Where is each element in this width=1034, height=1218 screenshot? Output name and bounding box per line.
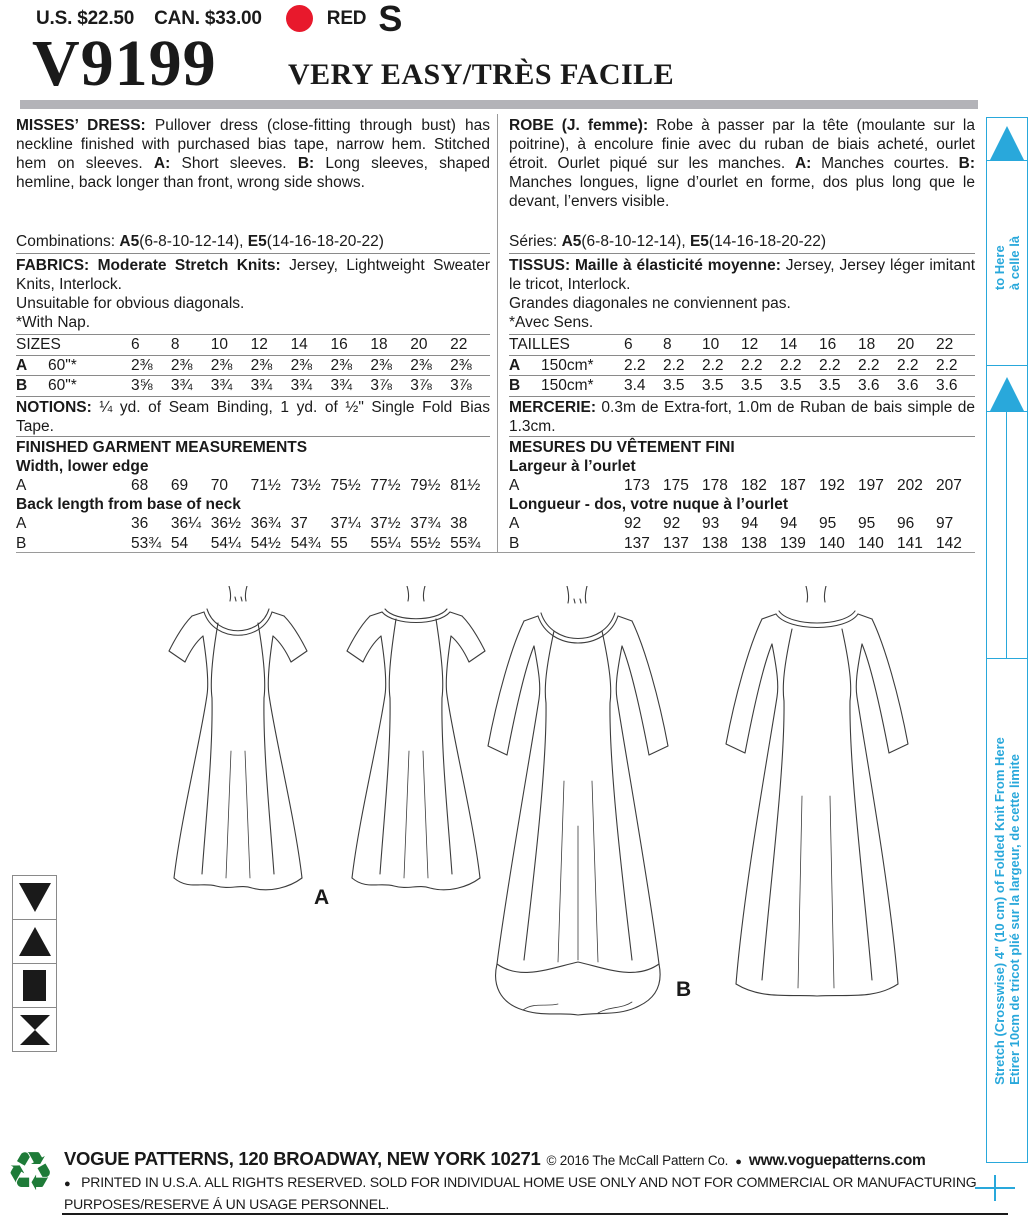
row-values (624, 514, 975, 534)
table-row (509, 376, 975, 397)
fabrics-note2: *With Nap. (16, 314, 91, 331)
table-cell: 2⅜ (250, 356, 273, 374)
table-cell: 53¾ (131, 534, 162, 552)
table-cell: 6 (624, 336, 633, 353)
difficulty-tagline: VERY EASY/TRÈS FACILE (288, 58, 675, 91)
table-cell: 3⅞ (410, 377, 432, 394)
crosshair-mark (994, 1175, 996, 1201)
table-cell: 3⅞ (370, 377, 392, 394)
table-cell: 187 (780, 476, 806, 494)
table-cell: 36½ (210, 515, 241, 532)
combo-a-sizes: (6-8-10-12-14), (139, 233, 248, 250)
table-cell: 3.5 (819, 377, 841, 394)
stretch-gauge-arrow-box-mid (986, 365, 1028, 412)
tailles-label: TAILLES (509, 336, 570, 353)
table-cell: 3.5 (663, 377, 685, 394)
table-cell: 140 (819, 534, 845, 552)
dress-a-front-drawing (152, 586, 324, 916)
pattern-number: V9199 (32, 27, 217, 100)
table-cell: 92 (663, 515, 681, 532)
table-cell: 3.6 (936, 377, 958, 394)
table-cell: 137 (663, 534, 689, 552)
english-notions (16, 397, 490, 436)
table-cell: 3¾ (250, 377, 273, 394)
english-description (16, 116, 490, 232)
english-finished-title: FINISHED GARMENT MEASUREMENTS (16, 436, 490, 457)
table-row (509, 356, 975, 377)
table-cell: 36 (131, 515, 149, 532)
table-cell: 3¾ (330, 377, 353, 394)
sizes-label: SIZES (16, 336, 61, 353)
table-cell: 94 (741, 515, 759, 532)
table-cell: 16 (330, 336, 348, 353)
red-dot-icon (286, 5, 313, 32)
measurement-row (509, 476, 975, 496)
table-cell: 138 (702, 534, 728, 552)
view-a-label: A: (794, 155, 812, 172)
series-label: Séries: (509, 233, 562, 250)
view-b-caption: B (676, 978, 692, 1001)
view-b-text: Manches longues, ligne d’ourlet en forme, dos plus long que le devant, l’envers visible. (509, 174, 975, 210)
fabrics-lead: FABRICS: Moderate Stretch Knits: (16, 257, 281, 274)
table-cell: 2.2 (741, 356, 763, 374)
french-fabrics (509, 254, 975, 334)
row-values (624, 476, 975, 496)
measurement-row (509, 514, 975, 534)
table-cell: 93 (702, 515, 720, 532)
table-cell: 2⅜ (410, 356, 432, 374)
stretch-gauge-lines (986, 412, 1028, 658)
table-cell: 2⅜ (450, 356, 472, 374)
view-a-label: A: (153, 155, 171, 172)
table-cell: 69 (170, 476, 189, 494)
notions-body: ¼ yd. of Seam Binding, 1 yd. of ½" Single Fold Bias Tape. (16, 398, 491, 435)
row-width: 150cm* (541, 377, 594, 394)
price-us: U.S. $22.50 (36, 7, 135, 29)
row-spacer (48, 514, 131, 534)
combo-a: A5 (561, 233, 582, 250)
width-lower-edge-label: Width, lower edge (16, 457, 149, 475)
mercerie-body: 0.3m de Extra-fort, 1.0m de Ruban de bais simple de 1.3cm. (509, 398, 975, 435)
fabrics-note2: *Avec Sens. (509, 314, 594, 331)
row-spacer (541, 534, 624, 554)
table-cell: 6 (131, 336, 140, 353)
table-cell: 142 (936, 534, 962, 552)
table-cell: 16 (819, 336, 837, 353)
table-cell: 70 (210, 476, 229, 494)
fabrics-note1: Unsuitable for obvious diagonals. (16, 295, 245, 312)
table-cell: 2.2 (663, 356, 685, 374)
row-view: B (16, 377, 28, 394)
stretch-gauge-arrow-box-top (986, 117, 1028, 161)
combo-e: E5 (247, 233, 267, 250)
row-values (624, 356, 975, 376)
table-cell: 2.2 (819, 356, 841, 374)
up-triangle-icon (12, 919, 57, 964)
combo-a-sizes: (6-8-10-12-14), (581, 233, 690, 250)
table-cell: 55½ (410, 534, 441, 552)
table-cell: 81½ (450, 476, 481, 494)
english-column (16, 116, 490, 553)
table-cell: 96 (897, 515, 915, 532)
measurement-row (16, 514, 490, 534)
row-view: B (16, 534, 27, 552)
table-cell: 71½ (250, 476, 281, 494)
up-arrow-icon (990, 126, 1024, 160)
table-cell: 192 (819, 476, 845, 494)
english-fabrics (16, 254, 490, 334)
table-cell: 207 (936, 476, 962, 494)
website-url: www.voguepatterns.com (748, 1152, 926, 1169)
table-cell: 141 (897, 534, 923, 552)
table-cell: 54¾ (290, 534, 321, 552)
table-cell: 54¼ (210, 534, 241, 552)
view-b-label: B: (958, 155, 976, 172)
view-a-caption: A (314, 886, 330, 909)
row-view: B (509, 534, 520, 552)
recycle-icon: ♻ (6, 1140, 55, 1203)
table-cell: 38 (450, 515, 468, 532)
measurement-row (509, 534, 975, 554)
table-cell: 138 (741, 534, 767, 552)
table-cell: 3.6 (858, 377, 880, 394)
english-yardage-table (16, 334, 490, 397)
table-cell: 202 (897, 476, 923, 494)
footer-bottom-rule (62, 1213, 1008, 1215)
french-desc-lead: ROBE (J. femme): (509, 117, 649, 134)
row-values (131, 476, 490, 496)
table-cell: 12 (741, 336, 759, 353)
down-triangle-icon (12, 875, 57, 920)
mercerie-lead: MERCERIE: (509, 398, 596, 416)
table-cell: 20 (410, 336, 428, 353)
back-length-label: Back length from base of neck (16, 496, 241, 513)
size-headers (624, 335, 975, 355)
table-cell: 54 (170, 534, 189, 552)
table-cell: 68 (131, 476, 149, 494)
row-values (131, 376, 490, 396)
notions-lead: NOTIONS: (16, 398, 92, 416)
combo-e-sizes: (14-16-18-20-22) (266, 233, 384, 250)
table-cell: 10 (702, 336, 720, 353)
table-cell: 95 (858, 515, 876, 532)
table-cell: 94 (780, 515, 798, 532)
table-cell: 2.2 (897, 356, 919, 374)
table-cell: 10 (210, 336, 229, 353)
table-cell: 3.4 (624, 377, 646, 394)
table-cell: 139 (780, 534, 806, 552)
table-cell: 73½ (290, 476, 321, 494)
rectangle-icon (12, 963, 57, 1008)
view-b-label: B: (297, 155, 315, 172)
table-cell: 140 (858, 534, 884, 552)
footer-purposes-line: PURPOSES/RESERVE Á UN USAGE PERSONNEL. (64, 1196, 390, 1212)
row-values (131, 356, 490, 376)
bullet-icon: ● (64, 1178, 71, 1190)
table-cell: 97 (936, 515, 954, 532)
table-cell: 2⅜ (330, 356, 353, 374)
table-cell: 3¾ (170, 377, 193, 394)
table-cell: 18 (370, 336, 388, 353)
row-width: 150cm* (541, 356, 594, 374)
longueur-label: Longueur - dos, votre nuque à l’ourlet (509, 496, 789, 513)
measurement-row (16, 476, 490, 496)
table-cell: 2⅜ (131, 356, 153, 374)
row-spacer (48, 476, 131, 496)
row-values (624, 534, 975, 554)
table-cell: 55 (330, 534, 348, 552)
dress-b-front-drawing (466, 586, 690, 1056)
view-a-text: Short sleeves. (181, 155, 287, 172)
table-cell: 137 (624, 534, 650, 552)
table-cell: 12 (250, 336, 268, 353)
table-cell: 2⅜ (170, 356, 193, 374)
combo-a: A5 (119, 233, 140, 250)
row-view: A (509, 476, 520, 494)
table-cell: 3.5 (780, 377, 802, 394)
publisher-address: VOGUE PATTERNS, 120 BROADWAY, NEW YORK 10271 (64, 1148, 541, 1169)
row-view: A (16, 356, 28, 374)
table-cell: 3⅝ (131, 377, 153, 394)
table-cell: 173 (624, 476, 650, 494)
row-view: A (509, 356, 521, 374)
row-view: A (16, 476, 27, 494)
price-can: CAN. $33.00 (154, 7, 262, 29)
french-desc-body: Robe à passer par la tête (moulante sur la poitrine), à encolure finie avec du ruban de biais acheté, ourlet étroit. Ourlet piqué sur les manches. (509, 117, 975, 172)
table-cell: 77½ (370, 476, 401, 494)
table-cell: 3.5 (741, 377, 763, 394)
gauge-label-en: to Here (992, 245, 1007, 291)
table-cell: 3⅞ (450, 377, 472, 394)
red-label: RED (326, 7, 367, 29)
largeur-label: Largeur à l’ourlet (509, 457, 636, 475)
french-description (509, 116, 975, 232)
row-view: B (509, 377, 521, 394)
table-cell: 36¼ (170, 515, 202, 532)
fabrics-note1: Grandes diagonales ne conviennent pas. (509, 295, 791, 312)
view-b-text: Long sleeves, shaped hemline, back longer than front, wrong side shows. (16, 155, 491, 191)
header-divider-bar (20, 100, 978, 109)
table-cell: 197 (858, 476, 884, 494)
table-cell: 37½ (370, 515, 401, 532)
fabrics-body: Jersey, Lightweight Sweater Knits, Interlock. (16, 257, 490, 293)
row-spacer (48, 534, 131, 554)
row-view: A (509, 515, 520, 532)
up-arrow-icon (990, 377, 1024, 411)
copyright-notice: © 2016 The McCall Pattern Co. (546, 1153, 729, 1168)
fabrics-body: Jersey, Jersey léger imitant le tricot, Interlock. (509, 257, 976, 293)
table-cell: 37¼ (330, 515, 361, 532)
size-headers (131, 335, 490, 355)
fabrics-lead: TISSUS: Maille à élasticité moyenne: (509, 257, 781, 274)
combo-e-sizes: (14-16-18-20-22) (708, 233, 827, 250)
gauge-label-fr: à celle là (1007, 235, 1022, 291)
table-cell: 14 (780, 336, 798, 353)
column-divider (497, 114, 498, 552)
table-cell: 2.2 (858, 356, 880, 374)
table-cell: 2⅜ (370, 356, 392, 374)
table-cell: 54½ (250, 534, 281, 552)
table-cell: 55¼ (370, 534, 401, 552)
table-cell: 22 (936, 336, 954, 353)
table-cell: 3¾ (290, 377, 313, 394)
french-column (509, 116, 975, 553)
table-cell: 55¾ (450, 534, 481, 552)
english-desc-body: Pullover dress (close-fitting through bust) has neckline finished with purchased bias tape, narrow hem. Stitched hem on sleeves. (16, 117, 490, 172)
table-cell: 8 (170, 336, 180, 353)
view-a-text: Manches courtes. (821, 155, 949, 172)
row-values (131, 514, 490, 534)
stretch-instruction-fr: Etirer 10cm de tricot plié sur la largeur, de cette limite (1007, 753, 1022, 1085)
stretch-gauge-bottom-label (986, 658, 1028, 1163)
table-cell: 14 (290, 336, 308, 353)
table-cell: 2⅜ (290, 356, 313, 374)
english-combinations (16, 232, 490, 254)
table-cell: 3¾ (210, 377, 233, 394)
table-cell: 37 (290, 515, 308, 532)
table-cell: 3.6 (897, 377, 919, 394)
table-cell: 95 (819, 515, 837, 532)
table-cell: 37¾ (410, 515, 441, 532)
row-width: 60"* (48, 356, 77, 374)
table-row (16, 376, 490, 397)
table-cell: 36¾ (250, 515, 281, 532)
footer-rights-line (64, 1174, 976, 1190)
size-letter: S (378, 0, 403, 39)
table-cell: 178 (702, 476, 728, 494)
table-cell: 18 (858, 336, 876, 353)
stretch-gauge-midline (1006, 412, 1007, 658)
table-cell: 2.2 (936, 356, 958, 374)
table-cell: 8 (663, 336, 672, 353)
stretch-instruction-en: Stretch (Crosswise) 4" (10 cm) of Folded Knit From Here (992, 736, 1007, 1085)
table-cell: 92 (624, 515, 642, 532)
row-spacer (541, 514, 624, 534)
english-desc-lead: MISSES’ DRESS: (16, 117, 146, 134)
row-width: 60"* (48, 377, 77, 394)
french-series (509, 232, 975, 254)
stretch-gauge-top-label (986, 161, 1028, 365)
dress-b-back-drawing (700, 586, 934, 1021)
printer-registration-symbols (12, 876, 57, 1052)
table-header-row (16, 334, 490, 356)
table-cell: 2⅜ (210, 356, 233, 374)
rights-text: PRINTED IN U.S.A. ALL RIGHTS RESERVED. SOLD FOR INDIVIDUAL HOME USE ONLY AND NOT FOR COMMERCIAL OR MANUFACTURING (81, 1174, 977, 1190)
table-cell: 75½ (330, 476, 361, 494)
table-header-row (509, 334, 975, 356)
combo-e: E5 (689, 233, 709, 250)
row-values (624, 376, 975, 396)
combinations-label: Combinations: (16, 233, 120, 250)
bullet-icon: ● (735, 1156, 742, 1168)
row-values (131, 534, 490, 554)
table-cell: 79½ (410, 476, 441, 494)
table-cell: 22 (450, 336, 468, 353)
row-view: A (16, 515, 27, 532)
french-yardage-table (509, 334, 975, 397)
row-spacer (541, 476, 624, 496)
footer-publisher-line (64, 1148, 925, 1170)
table-row (16, 356, 490, 377)
french-finished-title: MESURES DU VÊTEMENT FINI (509, 436, 975, 457)
french-mercerie (509, 397, 975, 436)
table-cell: 2.2 (624, 356, 646, 374)
table-cell: 175 (663, 476, 689, 494)
table-cell: 3.5 (702, 377, 724, 394)
table-cell: 182 (741, 476, 767, 494)
table-cell: 20 (897, 336, 915, 353)
measurement-row (16, 534, 490, 554)
table-cell: 2.2 (702, 356, 724, 374)
hourglass-icon (12, 1007, 57, 1052)
table-cell: 2.2 (780, 356, 802, 374)
